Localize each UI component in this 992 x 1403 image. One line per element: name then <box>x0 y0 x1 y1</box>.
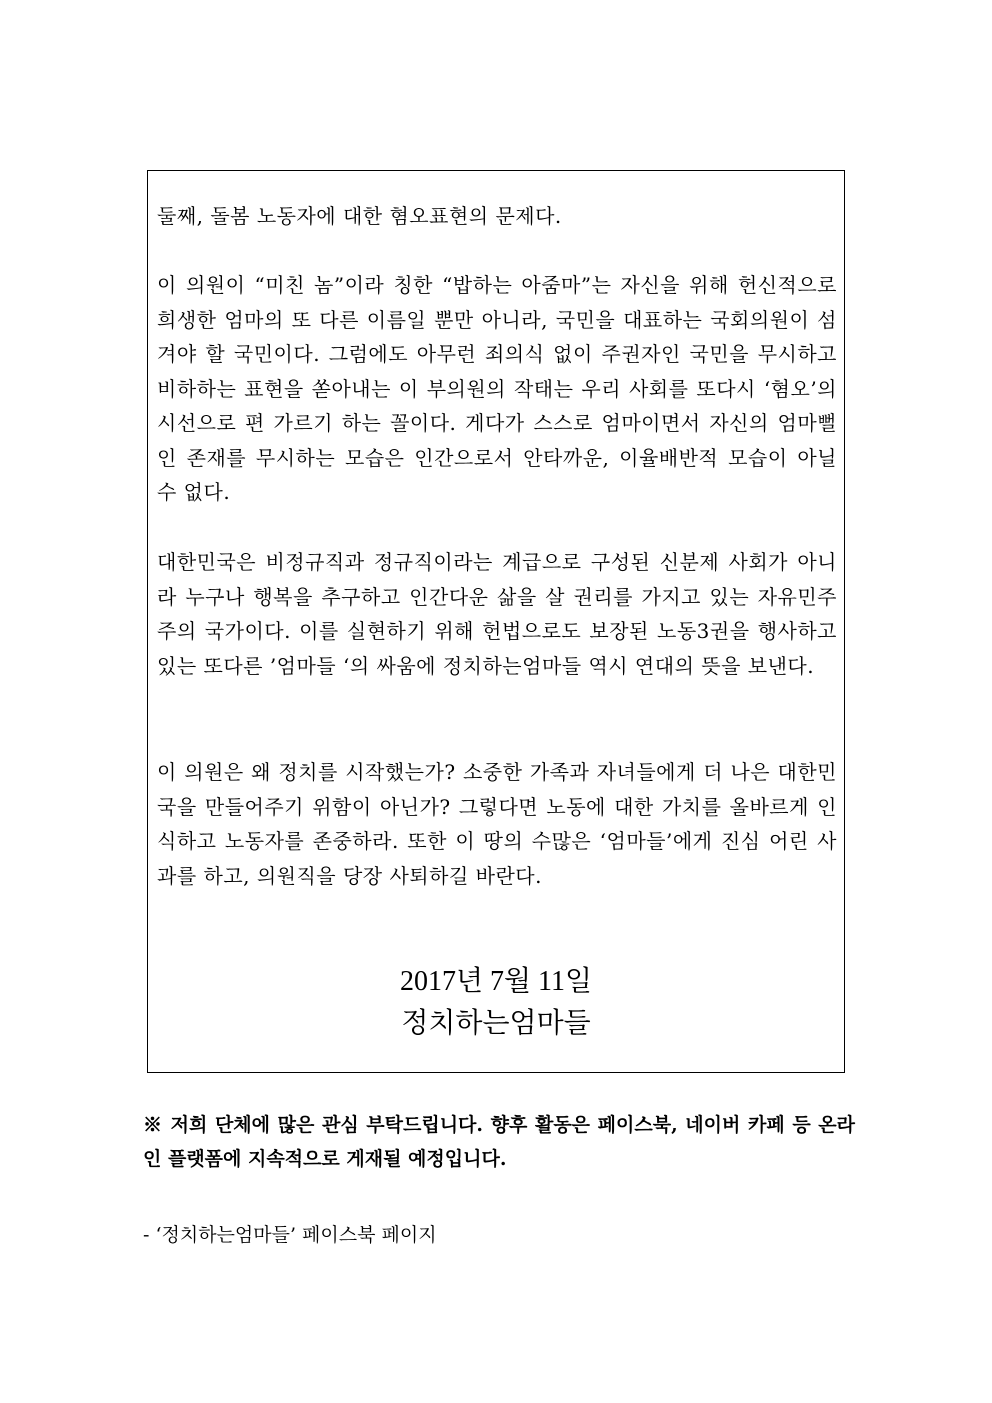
paragraph-3: 대한민국은 비정규직과 정규직이라는 계급으로 구성된 신분제 사회가 아니라 누구나 행복을 추구하고 인간다운 삶을 살 권리를 가지고 있는 자유민주주의 국가이다. 이를 실현하기 위해 헌법으로도 보장된 노동3권을 행사하고 있는 또다른 ’엄마들 ‘의 싸움에 정치하는엄마들 역시 연대의 뜻을 보낸다. <box>157 550 837 678</box>
facebook-page-line: - ‘정치하는엄마들’ 페이스북 페이지 <box>143 1224 437 1246</box>
paragraph-1: 둘째, 돌봄 노동자에 대한 혐오표현의 문제다. <box>157 204 562 228</box>
paragraph-4: 이 의원은 왜 정치를 시작했는가? 소중한 가족과 자녀들에게 더 나은 대한민국을 만들어주기 위함이 아닌가? 그렇다면 노동에 대한 가치를 올바르게 인식하고 노동자를 존중하라. 또한 이 땅의 수많은 ‘엄마들’에게 진심 어린 사과를 하고, 의원직을 당장 사퇴하길 바란다. <box>157 760 837 888</box>
statement-date: 2017년 7월 11일 <box>399 966 593 997</box>
signature-organization: 정치하는엄마들 <box>401 1008 591 1039</box>
notice-text: ※ 저희 단체에 많은 관심 부탁드립니다. 향후 활동은 페이스북, 네이버 카페 등 온라인 플랫폼에 지속적으로 게재될 예정입니다. <box>143 1114 855 1170</box>
paragraph-2: 이 의원이 “미친 놈”이라 칭한 “밥하는 아줌마”는 자신을 위해 헌신적으로 희생한 엄마의 또 다른 이름일 뿐만 아니라, 국민을 대표하는 국회의원이 섬겨야 할 국민이다. 그럼에도 아무런 죄의식 없이 주권자인 국민을 무시하고 비하하는 표현을 쏟아내는 이 부의원의 작태는 우리 사회를 또다시 ‘혐오’의 시선으로 편 가르기 하는 꼴이다. 게다가 스스로 엄마이면서 자신의 엄마뻘인 존재를 무시하는 모습은 인간으로서 안타까운, 이율배반적 모습이 아닐 수 없다. <box>157 273 837 504</box>
